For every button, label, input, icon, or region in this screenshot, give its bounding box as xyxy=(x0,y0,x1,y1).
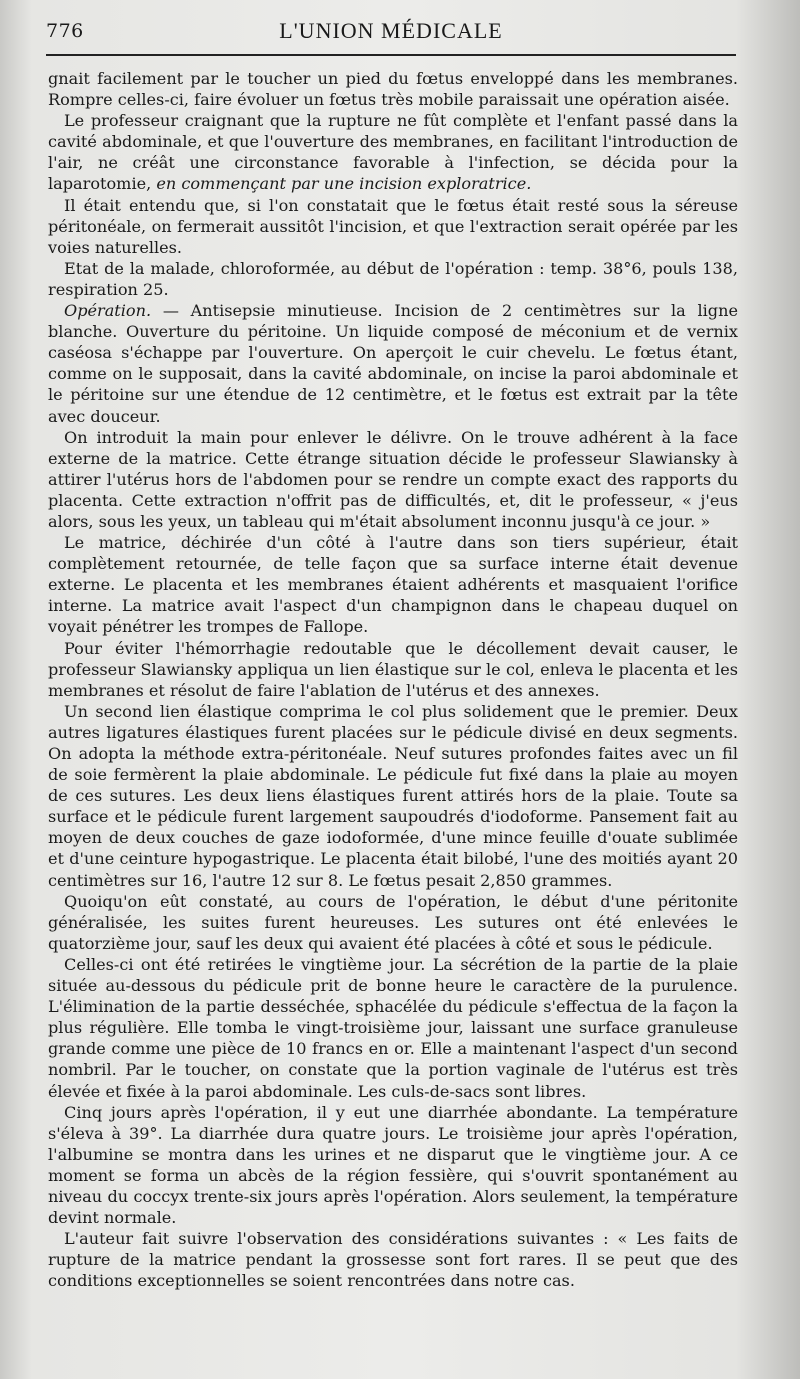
paragraph-text: On introduit la main pour enlever le délivre. On le trouve adhérent à la face externe de la matrice. Cette étrange situation décide le professeur Slawiansky à attirer l'utérus hors de l'abdomen pour se rendre un compte exact des rapports du placenta. Cette extraction n'offrit pas de difficultés, et, dit le professeur, « j'eus alors, sous les yeux, un tableau qui m'était absolument inconnu jusqu'à ce jour. » xyxy=(48,427,738,531)
paragraph xyxy=(48,1102,738,1229)
paragraph xyxy=(48,427,738,532)
italic-heading: Opération. xyxy=(64,301,152,321)
paragraph xyxy=(48,1228,738,1291)
paragraph xyxy=(48,638,738,701)
page-number: 776 xyxy=(46,20,84,42)
running-title: L'UNION MÉDICALE xyxy=(279,18,503,43)
paragraph-text: Celles-ci ont été retirées le vingtième jour. La sécrétion de la partie de la plaie située au-dessous du pédicule prit de bonne heure le caractère de la purulence. L'élimination de la partie desséchée, sphacélée du pédicule s'effectua de la façon la plus régulière. Elle tomba le vingt-troisième jour, laissant une surface granuleuse grande comme une pièce de 10 francs en or. Elle a maintenant l'aspect d'un second nombril. Par le toucher, on constate que la portion vaginale de l'utérus est très élevée et fixée à la paroi abdominale. Les culs-de-sacs sont libres. xyxy=(48,954,738,1101)
paragraph xyxy=(48,891,738,954)
paragraph-text: Etat de la malade, chloroformée, au début de l'opération : temp. 38°6, pouls 138, respiration 25. xyxy=(48,258,738,299)
paragraph-text: Il était entendu que, si l'on constatait que le fœtus était resté sous la séreuse péritonéale, on fermerait aussitôt l'incision, et que l'extraction serait opérée par les voies naturelles. xyxy=(48,195,738,257)
paragraph-text: Quoiqu'on eût constaté, au cours de l'opération, le début d'une péritonite généralisée, les suites furent heureuses. Les sutures ont été enlevées le quatorzième jour, sauf les deux qui avaient été placées à côté et sous le pédicule. xyxy=(48,891,738,953)
paragraph-text: Un second lien élastique comprima le col plus solidement que le premier. Deux autres ligatures élastiques furent placées sur le pédicule divisé en deux segments. On adopta la méthode extra-péritonéale. Neuf sutures profondes faites avec un fil de soie fermèrent la plaie abdominale. Le pédicule fut fixé dans la plaie au moyen de ces sutures. Les deux liens élastiques furent attirés hors de la plaie. Toute sa surface et le pédicule furent largement saupoudrés d'iodoforme. Pansement fait au moyen de deux couches de gaze iodoformée, d'une mince feuille d'ouate sublimée et d'une ceinture hypogastrique. Le placenta était bilobé, l'une des moitiés ayant 20 centimètres sur 16, l'autre 12 sur 8. Le fœtus pesait 2,850 grammes. xyxy=(48,701,738,890)
header-rule xyxy=(46,54,736,56)
italic-text: en commençant par une incision exploratrice. xyxy=(151,174,532,194)
paragraph-text: Le professeur craignant que la rupture ne fût complète et l'enfant passé dans la cavité abdominale, et que l'ouverture des membranes, en facilitant l'introduction de l'air, ne créât une circonstance favorable à l'infection, se décida pour la laparotomie, xyxy=(48,111,738,194)
paragraph xyxy=(48,110,738,194)
paragraph xyxy=(48,195,738,258)
page-header xyxy=(46,14,736,46)
paragraph-text: Cinq jours après l'opération, il y eut une diarrhée abondante. La température s'éleva à 39°. La diarrhée dura quatre jours. Le troisième jour après l'opération, l'albumine se montra dans les urines et ne disparut que le vingtième jour. A ce moment se forma un abcès de la région fessière, qui s'ouvrit spontanément au niveau du coccyx trente-six jours après l'opération. Alors seulement, la température devint normale. xyxy=(48,1102,738,1228)
paragraph xyxy=(48,954,738,1102)
body-text xyxy=(48,68,738,1291)
paragraph-text: — Antisepsie minutieuse. Incision de 2 centimètres sur la ligne blanche. Ouverture du péritoine. Un liquide composé de méconium et de vernix caséosa s'échappe par l'ouverture. On aperçoit le cuir chevelu. Le fœtus étant, comme on le supposait, dans la cavité abdominale, on incise la paroi abdominale et le péritoine sur une étendue de 12 centimètre, et le fœtus est extrait par la tête avec douceur. xyxy=(48,301,738,426)
paragraph xyxy=(48,68,738,110)
paragraph-text: Le matrice, déchirée d'un côté à l'autre dans son tiers supérieur, était complètement retournée, de telle façon que sa surface interne était devenue externe. Le placenta et les membranes étaient adhérents et masquaient l'orifice interne. La matrice avait l'aspect d'un champignon dans le chapeau duquel on voyait pénétrer les trompes de Fallope. xyxy=(48,533,738,637)
paragraph-text: Pour éviter l'hémorrhagie redoutable que le décollement devait causer, le professeur Slawiansky appliqua un lien élastique sur le col, enleva le placenta et les membranes et résolut de faire l'ablation de l'utérus et des annexes. xyxy=(48,638,738,700)
paragraph xyxy=(48,300,738,427)
paragraph-text: L'auteur fait suivre l'observation des considérations suivantes : « Les faits de rupture de la matrice pendant la grossesse sont fort rares. Il se peut que des conditions exceptionnelles se soient rencontrées dans notre cas. xyxy=(48,1229,738,1291)
paragraph xyxy=(48,701,738,891)
paragraph xyxy=(48,532,738,637)
paragraph-text: gnait facilement par le toucher un pied du fœtus enveloppé dans les membranes. Rompre celles-ci, faire évoluer un fœtus très mobile paraissait une opération aisée. xyxy=(48,69,738,110)
paragraph xyxy=(48,258,738,300)
